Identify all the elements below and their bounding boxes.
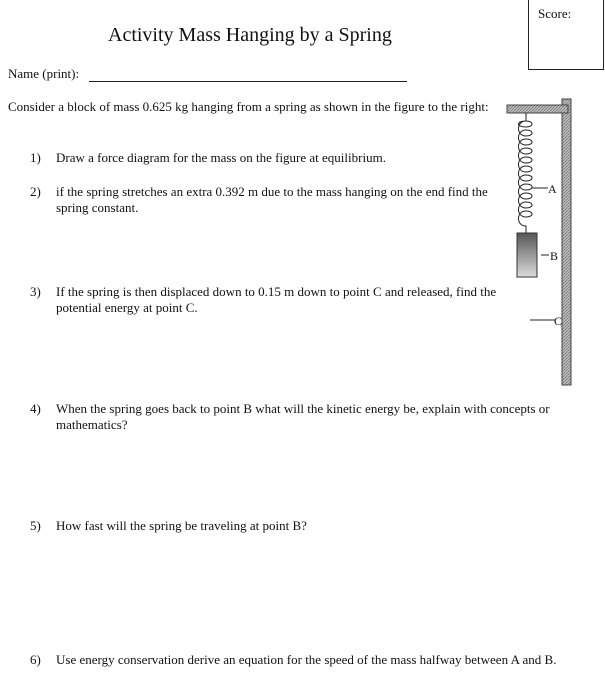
question-1 — [30, 150, 500, 166]
score-box — [528, 0, 604, 70]
question-text: if the spring stretches an extra 0.392 m due to the mass hanging on the end find the spring constant. — [56, 184, 488, 215]
question-text: Use energy conservation derive an equation for the speed of the mass halfway between A and B. — [56, 652, 557, 667]
question-2 — [30, 184, 500, 216]
support-beam — [507, 105, 568, 113]
question-number: 2) — [30, 184, 41, 199]
name-field-row — [8, 66, 407, 82]
question-number: 1) — [30, 150, 41, 165]
question-number: 6) — [30, 652, 41, 667]
point-label-c: C — [554, 314, 563, 328]
intro-text: Consider a block of mass 0.625 kg hanging from a spring as shown in the figure to the right: — [8, 99, 489, 114]
score-label: Score: — [538, 6, 572, 21]
page-title: Activity Mass Hanging by a Spring — [108, 24, 392, 46]
spring-figure — [505, 96, 580, 388]
question-number: 4) — [30, 401, 41, 416]
name-label: Name (print): — [8, 66, 80, 81]
coil-spring — [519, 113, 533, 233]
question-text: Draw a force diagram for the mass on the figure at equilibrium. — [56, 150, 386, 165]
point-label-b: B — [550, 249, 559, 263]
question-text: If the spring is then displaced down to 0.15 m down to point C and released, find the potential energy at point C. — [56, 284, 497, 315]
question-4 — [30, 401, 550, 433]
question-6 — [30, 652, 578, 668]
support-pole — [562, 99, 571, 385]
question-number: 5) — [30, 518, 41, 533]
question-5 — [30, 518, 500, 534]
question-number: 3) — [30, 284, 41, 299]
point-label-a: A — [548, 182, 557, 196]
question-text: How fast will the spring be traveling at point B? — [56, 518, 307, 533]
question-3 — [30, 284, 500, 316]
hanging-mass — [517, 233, 537, 277]
question-text: When the spring goes back to point B what will the kinetic energy be, explain with concepts or mathematics? — [56, 401, 550, 432]
name-input-line[interactable] — [89, 69, 407, 82]
